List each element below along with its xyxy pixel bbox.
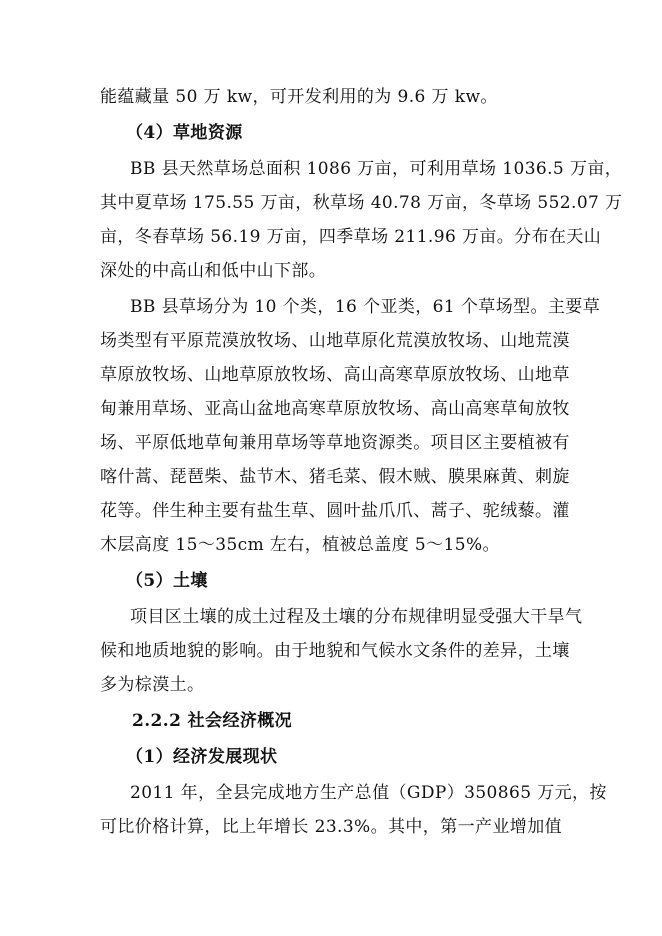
paragraph-line: 2011 年，全县完成地方生产总值（GDP）350865 万元，按 — [130, 783, 607, 803]
paragraph-line: 草原放牧场、山地草原放牧场、高山高寒草原放牧场、山地草 — [100, 365, 570, 385]
paragraph-line: 可比价格计算，比上年增长 23.3%。其中，第一产业增加值 — [100, 817, 563, 837]
paragraph-line: 候和地质地貌的影响。由于地貌和气候水文条件的差异，土壤 — [100, 641, 570, 661]
section-heading-soil: （5）土壤 — [126, 571, 208, 591]
paragraph-line: 多为棕漠土。 — [100, 675, 205, 695]
paragraph-line: 项目区土壤的成土过程及土壤的分布规律明显受强大干旱气 — [130, 607, 583, 627]
paragraph-line: 其中夏草场 175.55 万亩，秋草场 40.78 万亩，冬草场 552.07 万 — [100, 193, 623, 213]
section-heading-socioeconomic: 2.2.2 社会经济概况 — [132, 711, 293, 731]
paragraph-line: 深处的中高山和低中山下部。 — [100, 261, 327, 281]
paragraph-line: BB 县草场分为 10 个类，16 个亚类，61 个草场型。主要草 — [130, 297, 601, 317]
paragraph-line: 能蕴藏量 50 万 kw，可开发利用的为 9.6 万 kw。 — [100, 87, 498, 107]
paragraph-line: 甸兼用草场、亚高山盆地高寒草原放牧场、高山高寒草甸放牧 — [100, 399, 570, 419]
paragraph-line: BB 县天然草场总面积 1086 万亩，可利用草场 1036.5 万亩， — [130, 159, 623, 179]
section-heading-grassland: （4）草地资源 — [126, 123, 243, 143]
paragraph-line: 场类型有平原荒漠放牧场、山地草原化荒漠放牧场、山地荒漠 — [100, 331, 570, 351]
paragraph-line: 花等。伴生种主要有盐生草、圆叶盐爪爪、蒿子、驼绒藜。灌 — [100, 501, 570, 521]
paragraph-line: 木层高度 15～35cm 左右，植被总盖度 5～15%。 — [100, 535, 500, 555]
paragraph-line: 喀什蒿、琵琶柴、盐节木、猪毛菜、假木贼、膜果麻黄、刺旋 — [100, 467, 570, 487]
paragraph-line: 场、平原低地草甸兼用草场等草地资源类。项目区主要植被有 — [100, 433, 570, 453]
paragraph-line: 亩，冬春草场 56.19 万亩，四季草场 211.96 万亩。分布在天山 — [100, 227, 602, 247]
section-heading-economic-status: （1）经济发展现状 — [126, 747, 278, 767]
